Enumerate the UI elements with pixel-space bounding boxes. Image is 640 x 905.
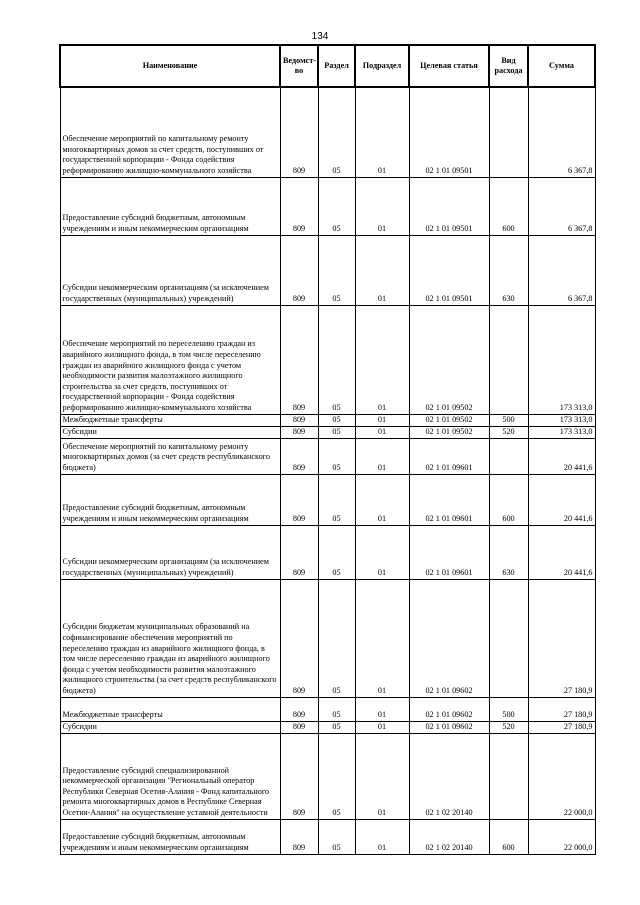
cell-department: 809 xyxy=(280,438,318,474)
cell-name: Предоставление субсидий специализированной некоммерческой организации "Региональный оператор Республики Северная Осетия-Алания - Фонд капитального ремонта многоквартирных домов в Республике Северная Осетия-Алания" на осуществление уставной деятельности xyxy=(60,733,280,819)
cell-target: 02 1 01 09502 xyxy=(409,426,489,438)
header-amount: Сумма xyxy=(528,45,595,87)
cell-section: 05 xyxy=(318,235,355,305)
cell-department: 809 xyxy=(280,87,318,177)
cell-section: 05 xyxy=(318,426,355,438)
budget-table xyxy=(59,44,596,855)
cell-amount: 20 441,6 xyxy=(528,438,595,474)
cell-name: Межбюджетные трансферты xyxy=(60,697,280,721)
cell-name: Предоставление субсидий бюджетным, автономным учреждениям и иным некоммерческим организациям xyxy=(60,819,280,854)
cell-section: 05 xyxy=(318,305,355,414)
cell-amount: 22 000,0 xyxy=(528,819,595,854)
header-section: Раздел xyxy=(318,45,355,87)
cell-type xyxy=(489,733,528,819)
cell-department: 809 xyxy=(280,474,318,525)
cell-type: 630 xyxy=(489,235,528,305)
cell-department: 809 xyxy=(280,733,318,819)
cell-type: 520 xyxy=(489,426,528,438)
cell-subsection: 01 xyxy=(355,235,409,305)
cell-target: 02 1 02 20140 xyxy=(409,733,489,819)
table-row xyxy=(60,579,595,697)
cell-amount: 27 180,9 xyxy=(528,697,595,721)
cell-type: 500 xyxy=(489,414,528,426)
cell-subsection: 01 xyxy=(355,733,409,819)
cell-type xyxy=(489,305,528,414)
cell-target: 02 1 01 09602 xyxy=(409,579,489,697)
cell-name: Обеспечение мероприятий по переселению граждан из аварийного жилищного фонда, в том числе переселению граждан из аварийного жилищного фонда с учетом необходимости развития малоэтажного жилищного строительства за счет средств, поступивших от государственной корпорации - Фонда содействия реформированию жилищно-коммунального хозяйства xyxy=(60,305,280,414)
cell-target: 02 1 01 09602 xyxy=(409,721,489,733)
cell-type: 630 xyxy=(489,525,528,579)
cell-subsection: 01 xyxy=(355,525,409,579)
cell-target: 02 1 01 09502 xyxy=(409,305,489,414)
cell-department: 809 xyxy=(280,426,318,438)
cell-amount: 27 180,9 xyxy=(528,579,595,697)
cell-target: 02 1 01 09501 xyxy=(409,235,489,305)
cell-subsection: 01 xyxy=(355,579,409,697)
cell-amount: 6 367,8 xyxy=(528,235,595,305)
header-expense-type: Вид расхода xyxy=(489,45,528,87)
cell-type: 500 xyxy=(489,697,528,721)
table-row xyxy=(60,438,595,474)
cell-type xyxy=(489,87,528,177)
table-row xyxy=(60,235,595,305)
cell-amount: 27 180,9 xyxy=(528,721,595,733)
cell-amount: 173 313,0 xyxy=(528,414,595,426)
cell-subsection: 01 xyxy=(355,426,409,438)
cell-target: 02 1 01 09501 xyxy=(409,177,489,235)
cell-subsection: 01 xyxy=(355,721,409,733)
cell-type xyxy=(489,579,528,697)
cell-amount: 22 000,0 xyxy=(528,733,595,819)
header-target-article: Целевая статья xyxy=(409,45,489,87)
table-row xyxy=(60,426,595,438)
cell-department: 809 xyxy=(280,721,318,733)
cell-section: 05 xyxy=(318,697,355,721)
cell-subsection: 01 xyxy=(355,819,409,854)
table-row xyxy=(60,819,595,854)
cell-target: 02 1 01 09601 xyxy=(409,474,489,525)
cell-subsection: 01 xyxy=(355,414,409,426)
cell-type xyxy=(489,438,528,474)
cell-department: 809 xyxy=(280,177,318,235)
cell-type: 600 xyxy=(489,177,528,235)
cell-amount: 173 313,0 xyxy=(528,426,595,438)
header-subsection: Подраздел xyxy=(355,45,409,87)
cell-type: 600 xyxy=(489,819,528,854)
cell-name: Субсидии некоммерческим организациям (за исключением государственных (муниципальных) учреждений) xyxy=(60,525,280,579)
cell-name: Обеспечение мероприятий по капитальному ремонту многоквартирных домов (за счет средств республиканского бюджета) xyxy=(60,438,280,474)
cell-section: 05 xyxy=(318,733,355,819)
table-row xyxy=(60,474,595,525)
cell-type: 520 xyxy=(489,721,528,733)
cell-amount: 173 313,0 xyxy=(528,305,595,414)
cell-name: Субсидии xyxy=(60,426,280,438)
table-row xyxy=(60,87,595,177)
table-header-row xyxy=(60,45,595,87)
cell-target: 02 1 01 09501 xyxy=(409,87,489,177)
cell-section: 05 xyxy=(318,579,355,697)
cell-section: 05 xyxy=(318,525,355,579)
cell-amount: 6 367,8 xyxy=(528,87,595,177)
cell-target: 02 1 02 20140 xyxy=(409,819,489,854)
cell-subsection: 01 xyxy=(355,438,409,474)
cell-amount: 6 367,8 xyxy=(528,177,595,235)
table-row xyxy=(60,305,595,414)
cell-department: 809 xyxy=(280,414,318,426)
cell-subsection: 01 xyxy=(355,474,409,525)
cell-amount: 20 441,6 xyxy=(528,474,595,525)
cell-department: 809 xyxy=(280,579,318,697)
table-row xyxy=(60,525,595,579)
cell-target: 02 1 01 09602 xyxy=(409,697,489,721)
cell-name: Предоставление субсидий бюджетным, автономным учреждениям и иным некоммерческим организациям xyxy=(60,474,280,525)
cell-name: Субсидии xyxy=(60,721,280,733)
cell-section: 05 xyxy=(318,414,355,426)
cell-subsection: 01 xyxy=(355,177,409,235)
cell-subsection: 01 xyxy=(355,697,409,721)
cell-section: 05 xyxy=(318,819,355,854)
cell-section: 05 xyxy=(318,721,355,733)
table-row xyxy=(60,721,595,733)
table-row xyxy=(60,697,595,721)
cell-type: 600 xyxy=(489,474,528,525)
cell-department: 809 xyxy=(280,697,318,721)
cell-name: Субсидии некоммерческим организациям (за исключением государственных (муниципальных) учреждений) xyxy=(60,235,280,305)
header-department: Ведомст-во xyxy=(280,45,318,87)
cell-name: Межбюджетные трансферты xyxy=(60,414,280,426)
table-row xyxy=(60,414,595,426)
cell-section: 05 xyxy=(318,438,355,474)
cell-department: 809 xyxy=(280,819,318,854)
cell-amount: 20 441,6 xyxy=(528,525,595,579)
cell-department: 809 xyxy=(280,305,318,414)
table-row xyxy=(60,177,595,235)
cell-section: 05 xyxy=(318,177,355,235)
table-row xyxy=(60,733,595,819)
cell-subsection: 01 xyxy=(355,87,409,177)
header-name: Наименование xyxy=(60,45,280,87)
page-number: 134 xyxy=(311,31,329,42)
cell-target: 02 1 01 09601 xyxy=(409,438,489,474)
cell-name: Обеспечение мероприятий по капитальному ремонту многоквартирных домов за счет средств, поступивших от государственной корпорации - Фонда содействия реформированию жилищно-коммунального хозяйства xyxy=(60,87,280,177)
cell-target: 02 1 01 09502 xyxy=(409,414,489,426)
cell-name: Предоставление субсидий бюджетным, автономным учреждениям и иным некоммерческим организациям xyxy=(60,177,280,235)
cell-target: 02 1 01 09601 xyxy=(409,525,489,579)
cell-subsection: 01 xyxy=(355,305,409,414)
cell-name: Субсидии бюджетам муниципальных образований на софинансирование обеспечения мероприятий по переселению граждан из аварийного жилищного фонда, в том числе переселению граждан из аварийного жилищного фонда с учетом необходимости развития малоэтажного жилищного строительства (за счет средств республиканского бюджета) xyxy=(60,579,280,697)
cell-department: 809 xyxy=(280,525,318,579)
cell-section: 05 xyxy=(318,87,355,177)
cell-department: 809 xyxy=(280,235,318,305)
cell-section: 05 xyxy=(318,474,355,525)
